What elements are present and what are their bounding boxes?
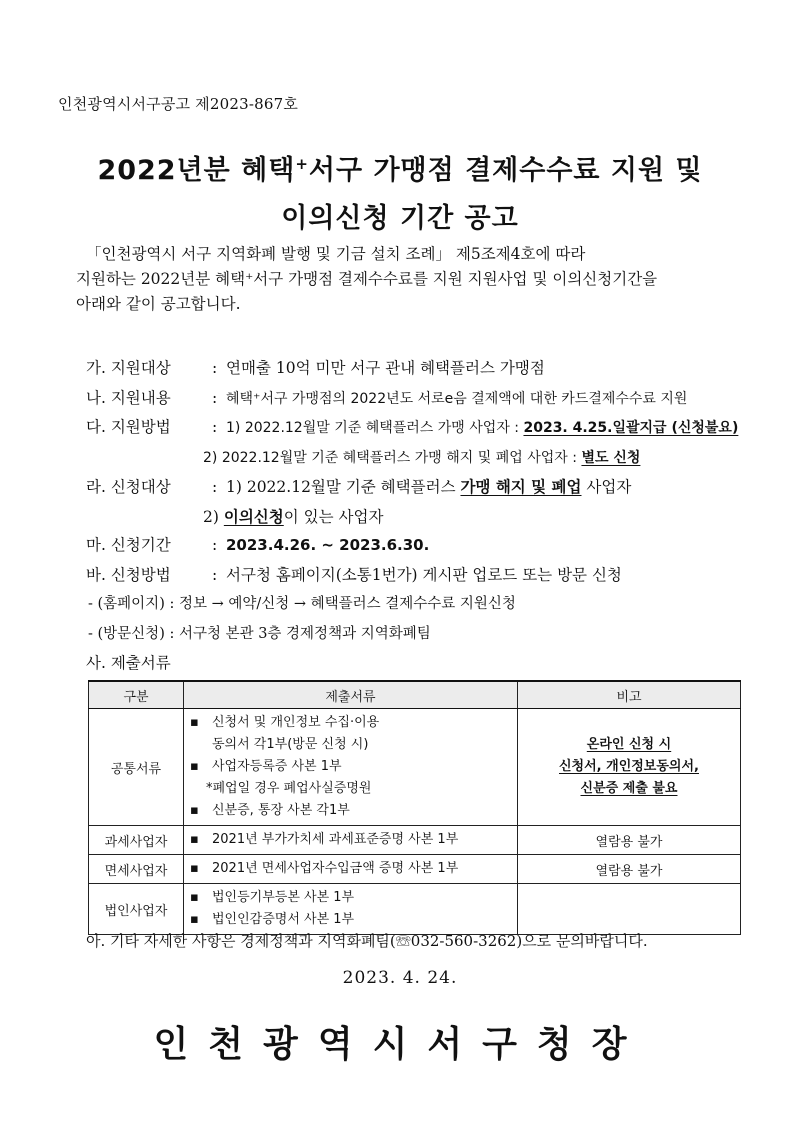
title-line1-prefix: 2022년분 혜택 <box>97 155 296 186</box>
notice-items <box>86 354 766 679</box>
row-docs <box>184 855 518 884</box>
item-text: 2) 2022.12월말 기준 혜택플러스 가맹 해지 및 폐업 사업자 : <box>203 449 582 466</box>
item-text: 서구청 홈페이지(소통1번가) 게시판 업로드 또는 방문 신청 <box>226 565 622 584</box>
note-line: 온라인 신청 시 <box>586 737 672 752</box>
item-apply-target: 라. 신청대상 : 1) 2022.12월말 기준 혜택플러스 가맹 해지 및 폐업 사업자 <box>86 472 766 502</box>
item-text: 2) <box>203 507 224 526</box>
contact-info: 아. 기타 자세한 사항은 경제정책과 지역화폐팀(☏032-560-3262)으로 문의바랍니다. <box>86 932 648 950</box>
doc-item: *폐업일 경우 폐업사실증명원 <box>206 781 372 796</box>
item-apply-period: 마. 신청기간 : 2023.4.26. ~ 2023.6.30. <box>86 531 766 561</box>
row-note: 열람용 불가 <box>518 826 741 855</box>
item-text: 연매출 10억 미만 서구 관내 혜택플러스 가맹점 <box>226 359 545 377</box>
note-line: 신청서, 개인정보동의서, <box>559 759 699 774</box>
bullet: ▪ <box>190 912 199 927</box>
table-row <box>89 826 741 855</box>
row-docs <box>184 884 518 935</box>
emphasis-text: 가맹 해지 및 폐업 <box>460 477 582 496</box>
documents-table <box>88 680 741 935</box>
table-header: 비고 <box>518 681 741 709</box>
row-category: 면세사업자 <box>89 855 184 884</box>
item-text: 2023.4.26. ~ 2023.6.30. <box>226 536 430 554</box>
bullet: ▪ <box>190 890 199 905</box>
notice-date: 2023. 4. 24. <box>342 968 458 988</box>
item-text: 사업자 <box>581 478 632 496</box>
row-category: 공통서류 <box>89 709 184 826</box>
item-support-target: 가. 지원대상 : 연매출 10억 미만 서구 관내 혜택플러스 가맹점 <box>86 354 766 384</box>
item-label: 나. 지원내용 <box>86 388 171 407</box>
row-category: 과세사업자 <box>89 826 184 855</box>
intro-line: 아래와 같이 공고합니다. <box>76 295 241 313</box>
item-text: 혜택⁺서구 가맹점의 2022년도 서로e음 결제액에 대한 카드결제수수료 지원 <box>226 390 688 407</box>
bullet: ▪ <box>190 759 199 774</box>
item-label: 마. 신청기간 <box>86 536 171 554</box>
row-note <box>518 709 741 826</box>
bullet: ▪ <box>190 832 199 847</box>
intro-line: 지원하는 2022년분 혜택⁺서구 가맹점 결제수수료를 지원 지원사업 및 이의신청기간을 <box>76 270 658 288</box>
emphasis-text: 2023. 4.25.일괄지급 (신청불요) <box>523 420 739 436</box>
issuer-name: 인천광역시서구청장 <box>153 1024 647 1065</box>
emphasis-text: 별도 신청 <box>581 449 641 466</box>
table-row <box>89 884 741 935</box>
table-header-row <box>89 681 741 709</box>
item-apply-method-visit: - (방문신청) : 서구청 본관 3층 경제정책과 지역화폐팀 <box>88 625 431 642</box>
item-apply-target-line2 <box>86 502 766 532</box>
intro-paragraph <box>76 242 756 317</box>
item-documents <box>86 649 766 679</box>
bullet: ▪ <box>190 715 199 730</box>
emphasis-text: 이의신청 <box>223 506 284 526</box>
item-apply-method: 바. 신청방법 : 서구청 홈페이지(소통1번가) 게시판 업로드 또는 방문 신청 <box>86 561 766 591</box>
item-label: 사. 제출서류 <box>86 654 171 672</box>
title-plus-sup: + <box>295 155 309 173</box>
item-text: 1) 2022.12월말 기준 혜택플러스 <box>226 478 461 496</box>
notice-number: 인천광역시서구공고 제2023-867호 <box>58 95 299 113</box>
doc-item: 신청서 및 개인정보 수집·이용 <box>212 715 380 730</box>
doc-item: 동의서 각1부(방문 신청 시) <box>212 737 369 752</box>
doc-item: 2021년 부가가치세 과세표준증명 사본 1부 <box>212 832 459 847</box>
item-support-content: 나. 지원내용 : 혜택⁺서구 가맹점의 2022년도 서로e음 결제액에 대한 카드결제수수료 지원 <box>86 384 766 414</box>
page-title <box>0 148 800 187</box>
item-label: 가. 지원대상 <box>86 359 171 377</box>
doc-item: 신분증, 통장 사본 각1부 <box>212 803 350 818</box>
bullet: ▪ <box>190 861 199 876</box>
page-title-line2: 이의신청 기간 공고 <box>281 203 519 234</box>
doc-item: 2021년 면세사업자수입금액 증명 사본 1부 <box>212 861 459 876</box>
item-label: 바. 신청방법 <box>86 565 171 584</box>
title-line1-suffix: 서구 가맹점 결제수수료 지원 및 <box>308 155 703 186</box>
table-row <box>89 709 741 826</box>
row-docs <box>184 826 518 855</box>
item-label: 라. 신청대상 <box>86 478 171 496</box>
item-support-method: 다. 지원방법 : 1) 2022.12월말 기준 혜택플러스 가맹 사업자 : 2023. 4.25.일괄지급 (신청불요) <box>86 413 766 443</box>
note-line: 신분증 제출 불요 <box>580 781 678 796</box>
row-docs <box>184 709 518 826</box>
row-note: 열람용 불가 <box>518 855 741 884</box>
item-apply-method-homepage: - (홈페이지) : 정보 → 예약/신청 → 혜택플러스 결제수수료 지원신청 <box>88 596 516 612</box>
intro-line: 「인천광역시 서구 지역화폐 발행 및 기금 설치 조례」 제5조제4호에 따라 <box>86 245 586 263</box>
doc-item: 법인등기부등본 사본 1부 <box>212 890 355 905</box>
item-support-method-line2 <box>86 443 766 473</box>
table-header: 제출서류 <box>184 681 518 709</box>
bullet: ▪ <box>190 803 199 818</box>
row-note <box>518 884 741 935</box>
doc-item: 사업자등록증 사본 1부 <box>212 759 342 774</box>
table-row <box>89 855 741 884</box>
table-header: 구분 <box>89 681 184 709</box>
doc-item: 법인인감증명서 사본 1부 <box>212 912 355 927</box>
row-category: 법인사업자 <box>89 884 184 935</box>
item-text: 1) 2022.12월말 기준 혜택플러스 가맹 사업자 : <box>226 420 524 436</box>
item-label: 다. 지원방법 <box>86 418 171 436</box>
item-text: 이 있는 사업자 <box>283 507 384 526</box>
